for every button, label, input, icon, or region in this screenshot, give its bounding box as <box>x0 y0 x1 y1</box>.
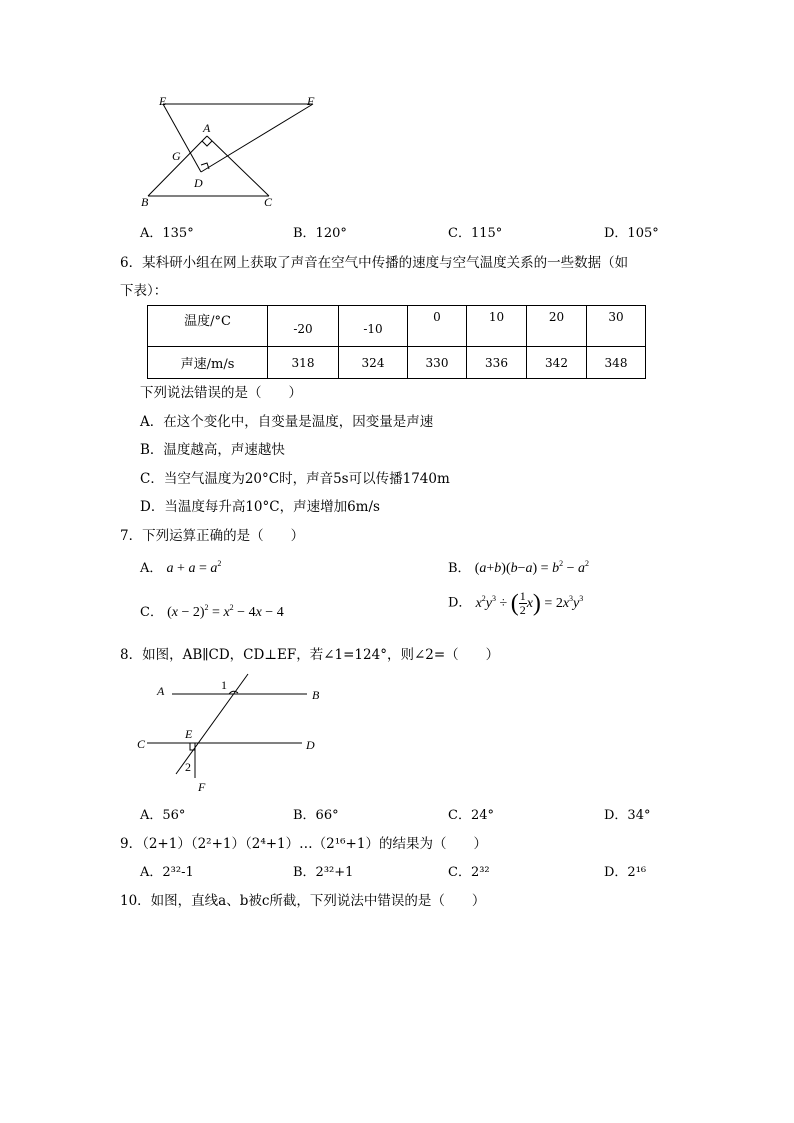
label-E: E <box>159 94 167 108</box>
table-cell: 330 <box>408 347 467 379</box>
label-B: B <box>141 195 149 209</box>
table-cell: 318 <box>268 347 339 379</box>
figure-triangle <box>138 92 338 212</box>
q8-option-c: C．24° <box>448 808 494 823</box>
q7-option-c <box>140 601 284 621</box>
q8-option-a: A．56° <box>140 808 186 823</box>
table-cell: 20 <box>527 306 587 347</box>
q9-option-d: D．2¹⁶ <box>604 865 647 880</box>
q5-option-c: C．115° <box>448 226 503 241</box>
q7-option-b-label: B． <box>448 561 471 576</box>
q6-option-a: A．在这个变化中，自变量是温度，因变量是声速 <box>140 414 434 430</box>
q10-stem: 10．如图，直线a、b被c所截，下列说法中错误的是（ ） <box>120 893 486 909</box>
figure-parallel-lines <box>132 670 332 796</box>
q6-option-d: D．当温度每升高10°C，声速增加6m/s <box>140 499 380 515</box>
label-D: D <box>194 176 203 190</box>
label-C: C <box>264 195 273 209</box>
q6-data-table <box>147 305 646 379</box>
label-angle-2: 2 <box>185 760 191 774</box>
q7-option-c-label: C． <box>140 605 163 620</box>
q6-option-b: B．温度越高，声速越快 <box>140 442 285 458</box>
table-cell: 0 <box>408 306 467 347</box>
q8-stem: 8．如图，AB∥CD，CD⊥EF，若∠1=124°，则∠2=（ ） <box>120 647 500 663</box>
table-header-speed: 声速/m/s <box>148 347 268 379</box>
q8-option-b: B．66° <box>293 808 339 823</box>
q6-option-c: C．当空气温度为20°C时，声音5s可以传播1740m <box>140 471 450 487</box>
label-A: A <box>203 121 211 135</box>
label-F: F <box>307 94 315 108</box>
label-B: B <box>312 688 320 702</box>
q9-stem: 9．（2+1）（2²+1）（2⁴+1）…（2¹⁶+1）的结果为（ ） <box>120 836 487 852</box>
q7-option-d-formula: $x^2y^3$ ÷ ( $\frac{1}{2}$ $x) = 2x^3y^3$ <box>475 589 584 617</box>
q6-stem-line2: 下表）： <box>120 283 168 299</box>
q9-option-b: B．2³²+1 <box>293 865 354 880</box>
label-angle-1: 1 <box>221 678 227 692</box>
table-row <box>148 347 646 379</box>
label-D: D <box>306 738 315 752</box>
label-C: C <box>137 737 146 751</box>
q7-stem: 7．下列运算正确的是（ ） <box>120 528 305 544</box>
table-cell: 324 <box>339 347 408 379</box>
q5-option-d: D．105° <box>604 226 659 241</box>
q7-option-c-formula: $(x - 2)^2 = x^2 - 4x - 4$ <box>167 603 284 620</box>
label-A: A <box>157 684 165 698</box>
table-cell: -10 <box>339 306 408 347</box>
q5-option-a: A．135° <box>140 226 194 241</box>
table-cell: 348 <box>587 347 646 379</box>
table-cell: 342 <box>527 347 587 379</box>
q7-option-d <box>448 590 583 617</box>
q8-option-d: D．34° <box>604 808 651 823</box>
table-cell: 30 <box>587 306 646 347</box>
q6-stem-line1: 6．某科研小组在网上获取了声音在空气中传播的速度与空气温度关系的一些数据（如 <box>120 255 629 271</box>
q9-option-c: C．2³² <box>448 865 490 880</box>
q7-option-a-formula: $a + a = a^2$ <box>166 559 222 576</box>
table-row <box>148 306 646 347</box>
label-E: E <box>185 727 193 741</box>
table-header-temp: 温度/°C <box>148 306 268 347</box>
table-cell: 10 <box>467 306 527 347</box>
q7-option-b <box>448 557 589 577</box>
table-cell: 336 <box>467 347 527 379</box>
q6-question: 下列说法错误的是（ ） <box>140 385 302 401</box>
label-F: F <box>198 780 206 794</box>
q7-option-d-label: D． <box>448 595 472 611</box>
q7-option-a-label: A． <box>140 561 163 576</box>
label-G: G <box>172 149 181 163</box>
q9-option-a: A．2³²-1 <box>140 865 194 880</box>
q7-option-b-formula: $(a+b)(b-a) = b^2 - a^2$ <box>474 559 589 576</box>
q5-option-b: B．120° <box>293 226 347 241</box>
q7-option-a <box>140 557 221 577</box>
table-cell: -20 <box>268 306 339 347</box>
